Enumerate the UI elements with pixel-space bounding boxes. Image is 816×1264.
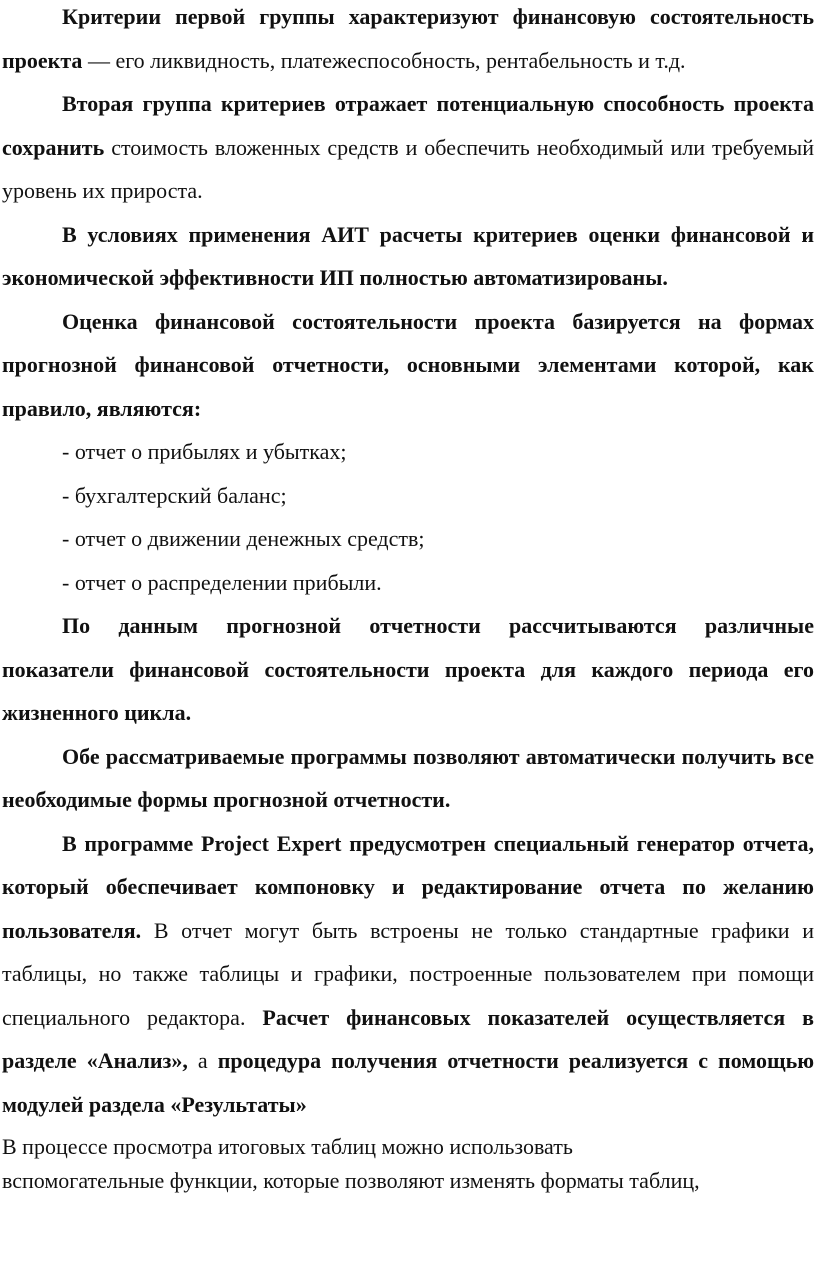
paragraph-financial-assessment [2,300,814,431]
paragraph-bold-text: Расчет финансовых показателей осуществляется в разделе «Анализ», [2,1004,814,1073]
paragraph-ait-conditions [2,213,814,300]
paragraph-bold-text: В условиях применения АИТ расчеты критериев оценки финансовой и экономической эффективности ИП полностью автоматизированы. [2,221,814,290]
paragraph-project-expert [2,822,814,1127]
paragraph-bold-text: Критерии первой группы характеризуют финансовую состоятельность проекта [2,4,814,73]
paragraph-bold-text: Вторая группа критериев отражает потенциальную способность проекта сохранить [2,91,814,160]
paragraph-criteria-first-group [2,0,814,82]
plain-text-line: вспомогательные функции, которые позволяют изменять форматы таблиц, [2,1168,700,1193]
list-item: - отчет о движении денежных средств; [62,526,425,551]
plain-text-line: В процессе просмотра итоговых таблиц можно использовать [2,1134,573,1159]
paragraph-bold-text: процедура получения отчетности реализуется с помощью модулей раздела «Результаты» [2,1048,815,1117]
paragraph-bold-text: По данным прогнозной отчетности рассчитываются различные показатели финансовой состоятельности проекта для каждого периода его жизненного цикла. [2,613,814,725]
paragraph-both-programs [2,735,814,822]
paragraph-text: стоимость вложенных средств и обеспечить необходимый или требуемый уровень их прироста. [2,134,814,203]
paragraph-bold-text: В программе Project Expert предусмотрен специальный генератор отчета, который обеспечивает компоновку и редактирование отчета по желанию пользователя. [2,830,814,943]
paragraph-text: В отчет могут быть встроены не только стандартные графики и таблицы, но также таблицы и графики, построенные пользователем при помощи специального редактора. [2,917,814,1030]
list-item: - отчет о распределении прибыли. [62,569,382,595]
list-item: - отчет о прибылях и убытках; [62,439,347,464]
paragraph-criteria-second-group [2,82,814,213]
paragraph-bold-text: Оценка финансовой состоятельности проекта базируется на формах прогнозной финансовой отчетности, основными элементами которой, как правило, являются: [2,308,814,421]
paragraph-text: — его ликвидность, платежеспособность, рентабельность и т.д. [82,47,686,73]
paragraph-text: а [187,1048,218,1073]
list-item: - бухгалтерский баланс; [62,482,287,508]
paragraph-forecast-reporting [2,604,814,735]
paragraph-bold-text: Обе рассматриваемые программы позволяют автоматически получить все необходимые формы прогнозной отчетности. [2,743,814,812]
